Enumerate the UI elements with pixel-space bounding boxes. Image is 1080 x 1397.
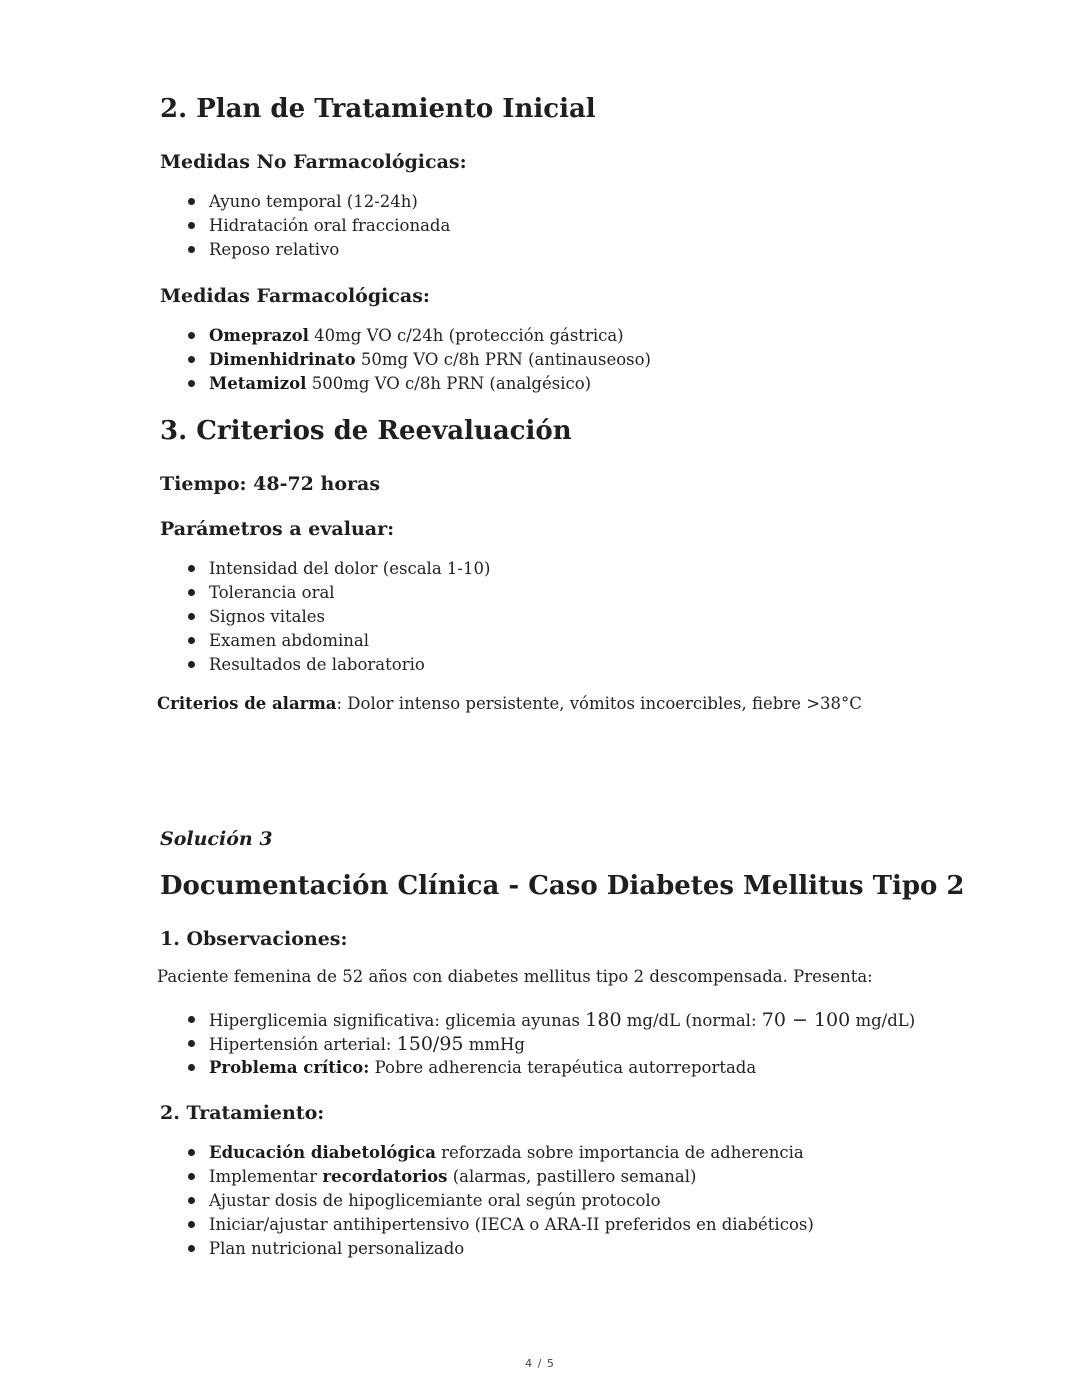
- section-title-plan: 2. Plan de Tratamiento Inicial: [160, 94, 596, 124]
- list-item: Tolerancia oral: [188, 581, 490, 605]
- bullet-icon: [188, 332, 195, 339]
- list-item: Intensidad del dolor (escala 1-10): [188, 557, 490, 581]
- bullet-icon: [188, 1149, 195, 1156]
- list-item: Hidratación oral fraccionada: [188, 214, 450, 238]
- heading-tratamiento: 2. Tratamiento:: [160, 1102, 325, 1124]
- bullet-icon: [188, 613, 195, 620]
- list-item: Signos vitales: [188, 605, 490, 629]
- bullet-icon: [188, 246, 195, 253]
- bullet-icon: [188, 1040, 195, 1047]
- section-title-reevaluacion: 3. Criterios de Reevaluación: [160, 416, 572, 446]
- heading-no-farmacologicas: Medidas No Farmacológicas:: [160, 151, 467, 173]
- bullet-icon: [188, 1173, 195, 1180]
- heading-tiempo: Tiempo: 48-72 horas: [160, 473, 381, 495]
- alarm-label: Criterios de alarma: [157, 694, 337, 713]
- observations-intro: Paciente femenina de 52 años con diabetes mellitus tipo 2 descompensada. Presenta:: [157, 967, 873, 986]
- bullet-icon: [188, 637, 195, 644]
- critical-label: Problema crítico:: [209, 1058, 370, 1077]
- glucose-range: 70 − 100: [761, 1009, 851, 1031]
- list-item: Dimenhidrinato 50mg VO c/8h PRN (antinauseoso): [188, 348, 651, 372]
- bullet-icon: [188, 565, 195, 572]
- bullet-icon: [188, 661, 195, 668]
- list-item: Educación diabetológica reforzada sobre importancia de adherencia: [188, 1141, 814, 1165]
- bullet-icon: [188, 1221, 195, 1228]
- list-parametros: [188, 557, 490, 677]
- heading-parametros: Parámetros a evaluar:: [160, 518, 395, 540]
- list-item: Reposo relativo: [188, 238, 450, 262]
- list-item: Hipertensión arterial: 150/95 mmHg: [188, 1032, 915, 1056]
- bullet-icon: [188, 198, 195, 205]
- list-item: Examen abdominal: [188, 629, 490, 653]
- list-tratamiento: [188, 1141, 814, 1261]
- list-item: Iniciar/ajustar antihipertensivo (IECA o ARA-II preferidos en diabéticos): [188, 1213, 814, 1237]
- document-title: Documentación Clínica - Caso Diabetes Mellitus Tipo 2: [160, 871, 965, 901]
- bullet-icon: [188, 1245, 195, 1252]
- list-item: Ajustar dosis de hipoglicemiante oral según protocolo: [188, 1189, 814, 1213]
- list-item: Resultados de laboratorio: [188, 653, 490, 677]
- list-item: Plan nutricional personalizado: [188, 1237, 814, 1261]
- alarm-criteria: Criterios de alarma: Dolor intenso persistente, vómitos incoercibles, fiebre >38°C: [157, 694, 862, 713]
- drug-name: Metamizol: [209, 374, 307, 393]
- list-item: Implementar recordatorios (alarmas, pastillero semanal): [188, 1165, 814, 1189]
- heading-farmacologicas: Medidas Farmacológicas:: [160, 285, 430, 307]
- heading-observaciones: 1. Observaciones:: [160, 928, 348, 950]
- solution-label: Solución 3: [160, 828, 273, 850]
- list-item: Metamizol 500mg VO c/8h PRN (analgésico): [188, 372, 651, 396]
- list-farmacologicas: [188, 324, 651, 396]
- bullet-icon: [188, 380, 195, 387]
- list-item: Hiperglicemia significativa: glicemia ayunas 180 mg/dL (normal: 70 − 100 mg/dL): [188, 1008, 915, 1032]
- drug-name: Omeprazol: [209, 326, 309, 345]
- bullet-icon: [188, 1016, 195, 1023]
- bullet-icon: [188, 1197, 195, 1204]
- bullet-icon: [188, 589, 195, 596]
- glucose-value: 180: [585, 1009, 622, 1031]
- bullet-icon: [188, 222, 195, 229]
- list-item: Problema crítico: Pobre adherencia terapéutica autorreportada: [188, 1056, 915, 1080]
- page-number: 4 / 5: [525, 1357, 555, 1370]
- list-observaciones: [188, 1008, 915, 1080]
- drug-name: Dimenhidrinato: [209, 350, 356, 369]
- bullet-icon: [188, 356, 195, 363]
- list-item: Ayuno temporal (12-24h): [188, 190, 450, 214]
- list-item: Omeprazol 40mg VO c/24h (protección gástrica): [188, 324, 651, 348]
- blood-pressure-value: 150/95: [396, 1033, 464, 1055]
- bullet-icon: [188, 1064, 195, 1071]
- list-no-farmacologicas: [188, 190, 450, 262]
